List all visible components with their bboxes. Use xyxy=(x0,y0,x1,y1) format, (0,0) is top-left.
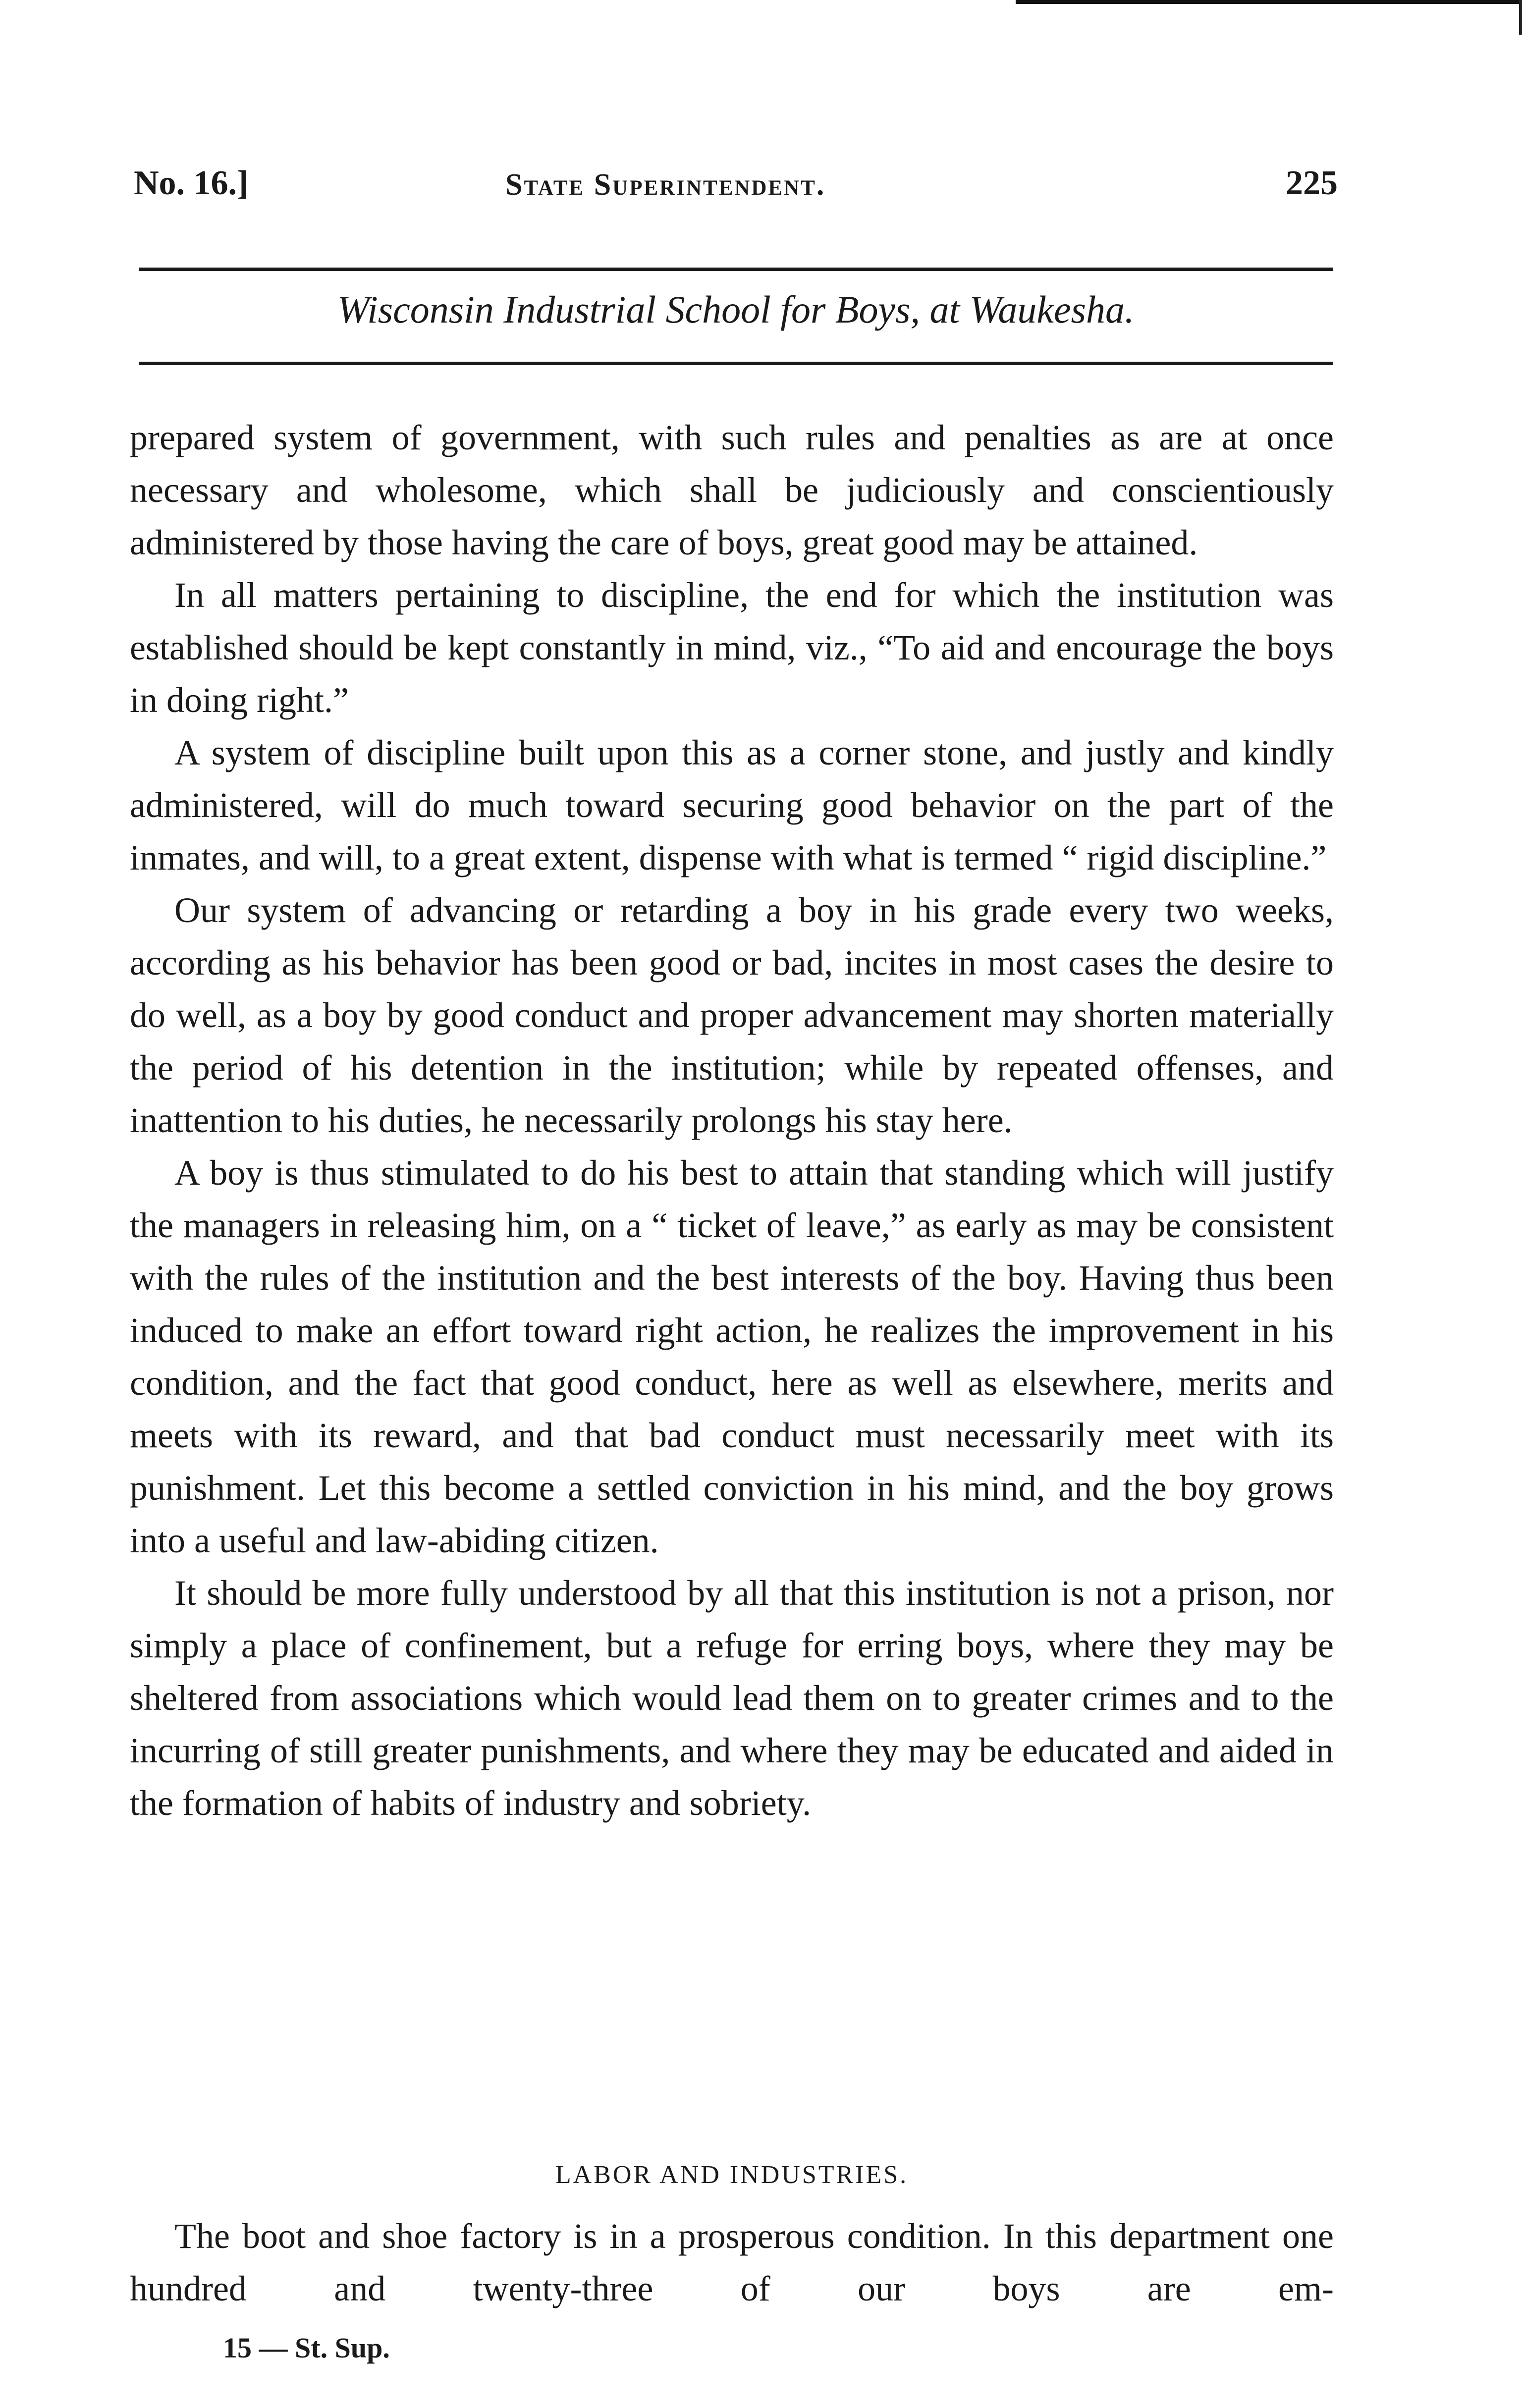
running-title: State Superintendent. xyxy=(505,168,826,202)
signature-mark: 15 — St. Sup. xyxy=(223,2332,390,2364)
section-paragraph: The boot and shoe factory is in a prosperous condition. In this department one hundred and twenty-three of our boys are em- xyxy=(130,2216,1334,2308)
section-body xyxy=(130,2210,1334,2315)
paragraph-5: A boy is thus stimulated to do his best to attain that standing which will justify the managers in releasing him, on a “ ticket of leave,” as early as may be consistent with the rules of the institution and the best interests of the boy. Having thus been induced to make an effort toward right action, he realizes the improvement in his condition, and the fact that good conduct, here as well as elsewhere, merits and meets with its reward, and that bad conduct must necessarily meet with its punishment. Let this become a settled conviction in his mind, and the boy grows into a useful and law-abiding citizen. xyxy=(130,1153,1334,1560)
header-rule-top xyxy=(139,268,1333,271)
section-heading: LABOR AND INDUSTRIES. xyxy=(555,2161,909,2189)
running-header xyxy=(134,164,1343,213)
section-subtitle: Wisconsin Industrial School for Boys, at Waukesha. xyxy=(337,288,1135,331)
header-rule-bottom xyxy=(139,362,1333,365)
paragraph-6: It should be more fully understood by all that this institution is not a prison, nor simply a place of confinement, but a refuge for erring boys, where they may be sheltered from associations which would lead them on to greater crimes and to the incurring of still greater punishments, and where they may be educated and aided in the formation of habits of industry and sobriety. xyxy=(130,1573,1334,1823)
paragraph-3: A system of discipline built upon this as a corner stone, and justly and kindly administered, will do much toward securing good behavior on the part of the inmates, and will, to a great extent, dispense with what is termed “ rigid discipline.” xyxy=(130,733,1334,877)
page-number: 225 xyxy=(1286,164,1338,202)
top-edge-rule xyxy=(1016,0,1522,4)
body-text xyxy=(130,411,1334,1829)
paragraph-4: Our system of advancing or retarding a boy in his grade every two weeks, according as his behavior has been good or bad, incites in most cases the desire to do well, as a boy by good conduct and proper advancement may shorten materially the period of his detention in the institution; while by repeated offenses, and inattention to his duties, he necessarily prolongs his stay here. xyxy=(130,890,1334,1140)
right-edge-mark xyxy=(1519,0,1522,35)
paragraph-1: prepared system of government, with such rules and penalties as are at once necessary and wholesome, which shall be judiciously and conscientiously administered by those having the care of boys, great good may be attained. xyxy=(130,418,1334,562)
document-number: No. 16.] xyxy=(134,164,249,202)
paragraph-2: In all matters pertaining to discipline, the end for which the institution was established should be kept constantly in mind, viz., “To aid and encourage the boys in doing right.” xyxy=(130,575,1334,720)
